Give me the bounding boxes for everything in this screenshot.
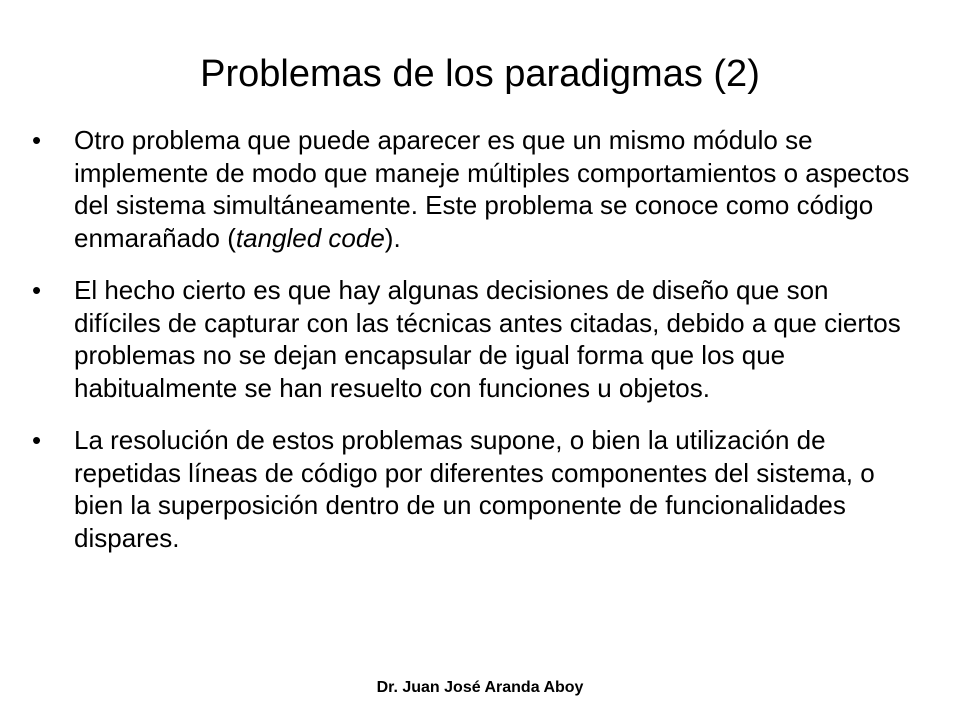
bullet-item-2 (30, 274, 910, 404)
slide-title: Problemas de los paradigmas (2) (200, 53, 760, 95)
bullet-text: El hecho cierto es que hay algunas decisiones de diseño que son difíciles de capturar con las técnicas antes citadas, debido a que ciertos problemas no se dejan encapsular de igual forma que los que habitualmente se han resuelto con funciones u objetos. (74, 275, 901, 403)
footer-author: Dr. Juan José Aranda Aboy (376, 679, 584, 696)
bullet-text: La resolución de estos problemas supone, o bien la utilización de repetidas líneas de código por diferentes componentes del sistema, o bien la superposición dentro de un componente de funcionalidades dispares. (74, 425, 875, 553)
bullet-text-end: ). (384, 222, 401, 253)
bullet-text: Otro problema que puede aparecer es que un mismo módulo se implemente de modo que maneje múltiples comportamientos o aspectos del sistema simultáneamente. Este problema se conoce como código enmarañado ( (74, 125, 910, 253)
bullet-list (30, 124, 910, 574)
bullet-item-3 (30, 424, 910, 554)
bullet-marker: • (32, 125, 42, 155)
bullet-marker: • (32, 275, 42, 305)
bullet-item-1 (30, 124, 910, 254)
bullet-marker: • (32, 425, 42, 455)
bullet-emphasis: tangled code (235, 222, 385, 253)
